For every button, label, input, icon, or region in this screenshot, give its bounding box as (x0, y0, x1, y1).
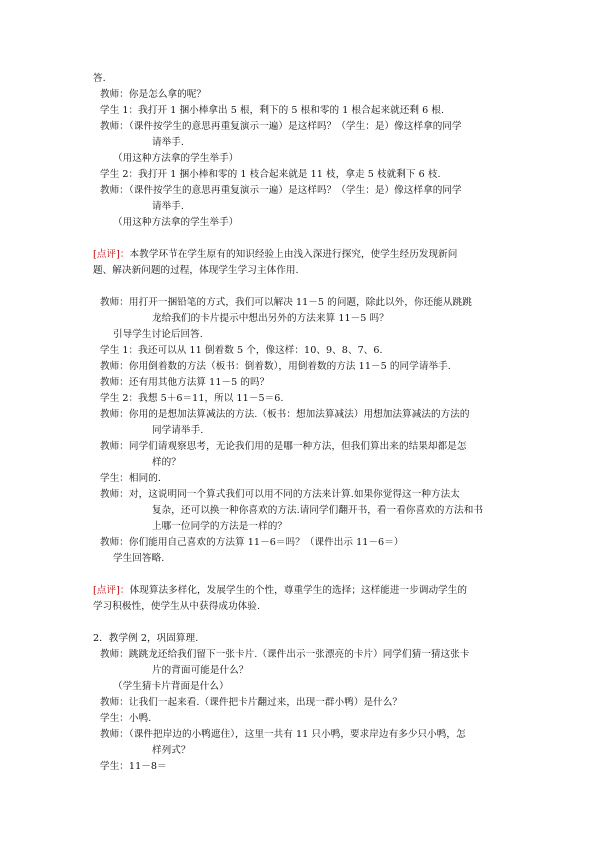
text-line: 学生：小鸭. (100, 713, 152, 724)
text-line: （用这种方法拿的学生举手） (113, 153, 239, 164)
text-line: 学生：11－8＝ (100, 761, 167, 772)
comment-tag: [点评]： (93, 585, 130, 596)
text-line: 请举手. (152, 137, 185, 148)
text-line: 教师：你们能用自己喜欢的方法算 11－6＝吗？（课件出示 11－6＝） (100, 537, 404, 548)
text-line: 教师：跳跳龙还给我们留下一张卡片.（课件出示一张漂亮的卡片）同学们猜一猜这张卡 (100, 649, 470, 660)
text-line: 教师：用打开一捆铅笔的方式，我们可以解决 11－5 的问题，除此以外，你还能从跳跳 (100, 297, 472, 308)
comment-line: [点评]：体现算法多样化，发展学生的个性，尊重学生的选择；这样能进一步调动学生的 (93, 585, 468, 596)
text-line: 教师：你用的是想加法算减法的方法.（板书：想加法算减法）用想加法算减法的方法的 (100, 409, 470, 420)
text-line: 引导学生讨论后回答. (113, 329, 203, 340)
text-line: 学生 2：我想 5＋6＝11，所以 11－5＝6. (100, 393, 284, 404)
text-line: 教师：你是怎么拿的呢？ (100, 89, 207, 100)
text-line: 答. (93, 73, 106, 84)
text-line: 样的？ (152, 457, 181, 468)
text-line: 龙给我们的卡片提示中想出另外的方法来算 11－5 吗？ (152, 313, 389, 324)
text-line: （学生猜卡片背面是什么） (113, 681, 229, 692)
comment-tag: [点评]： (93, 249, 130, 260)
text-line: 教师：还有用其他方法算 11－5 的吗？ (100, 377, 270, 388)
text-line: 教师：（课件按学生的意思再重复演示一遍）是这样吗？（学生：是）像这样拿的同学 (100, 121, 462, 132)
text-line: 学生 1：我打开 1 捆小棒拿出 5 根，剩下的 5 根和零的 1 根合起来就还剩 6 根. (100, 105, 445, 116)
text-line: 教师：（课件把岸边的小鸭遮住），这里一共有 11 只小鸭，要求岸边有多少只小鸭，怎 (100, 729, 466, 740)
section-heading: 2．教学例 2，巩固算理. (93, 633, 199, 644)
text-line: 学生回答略. (113, 553, 165, 564)
text-line: 学习积极性，使学生从中获得成功体验. (93, 601, 261, 612)
text-line: 样列式？ (152, 745, 191, 756)
text-line: 教师：你用倒着数的方法（板书：倒着数），用倒着数的方法 11－5 的同学请举手. (100, 361, 451, 372)
comment-line: [点评]：本教学环节在学生原有的知识经验上由浅入深进行探究，使学生经历发现新问 (93, 249, 458, 260)
text-line: 教师：同学们请观察思考，无论我们用的是哪一种方法，但我们算出来的结果却都是怎 (100, 441, 467, 452)
text-line: 片的背面可能是什么？ (152, 665, 249, 676)
text-line: 请举手. (152, 201, 185, 212)
text-line: 学生：相同的. (100, 473, 161, 484)
text-line: 题、解决新问题的过程，体现学生学习主体作用. (93, 265, 299, 276)
text-line: 教师：（课件按学生的意思再重复演示一遍）是这样吗？（学生：是）像这样拿的同学 (100, 185, 462, 196)
text-line: 同学请举手. (152, 425, 204, 436)
text-line: （用这种方法拿的学生举手） (113, 217, 239, 228)
text-line: 学生 2：我打开 1 捆小棒和零的 1 枝合起来就是 11 枝，拿走 5 枝就剩下 6 枝. (100, 169, 441, 180)
text-line: 上哪一位同学的方法是一样的？ (152, 521, 288, 532)
text-line: 复杂，还可以换一种你喜欢的方法.请同学们翻开书，看一看你喜欢的方法和书 (152, 505, 483, 516)
text-line: 教师：对，这说明同一个算式我们可以用不同的方法来计算.如果你觉得这一种方法太 (100, 489, 460, 500)
text-line: 学生 1：我还可以从 11 倒着数 5 个，像这样：10、9、8、7、6. (100, 345, 383, 356)
text-line: 教师：让我们一起来看.（课件把卡片翻过来，出现一群小鸭）是什么？ (100, 697, 403, 708)
